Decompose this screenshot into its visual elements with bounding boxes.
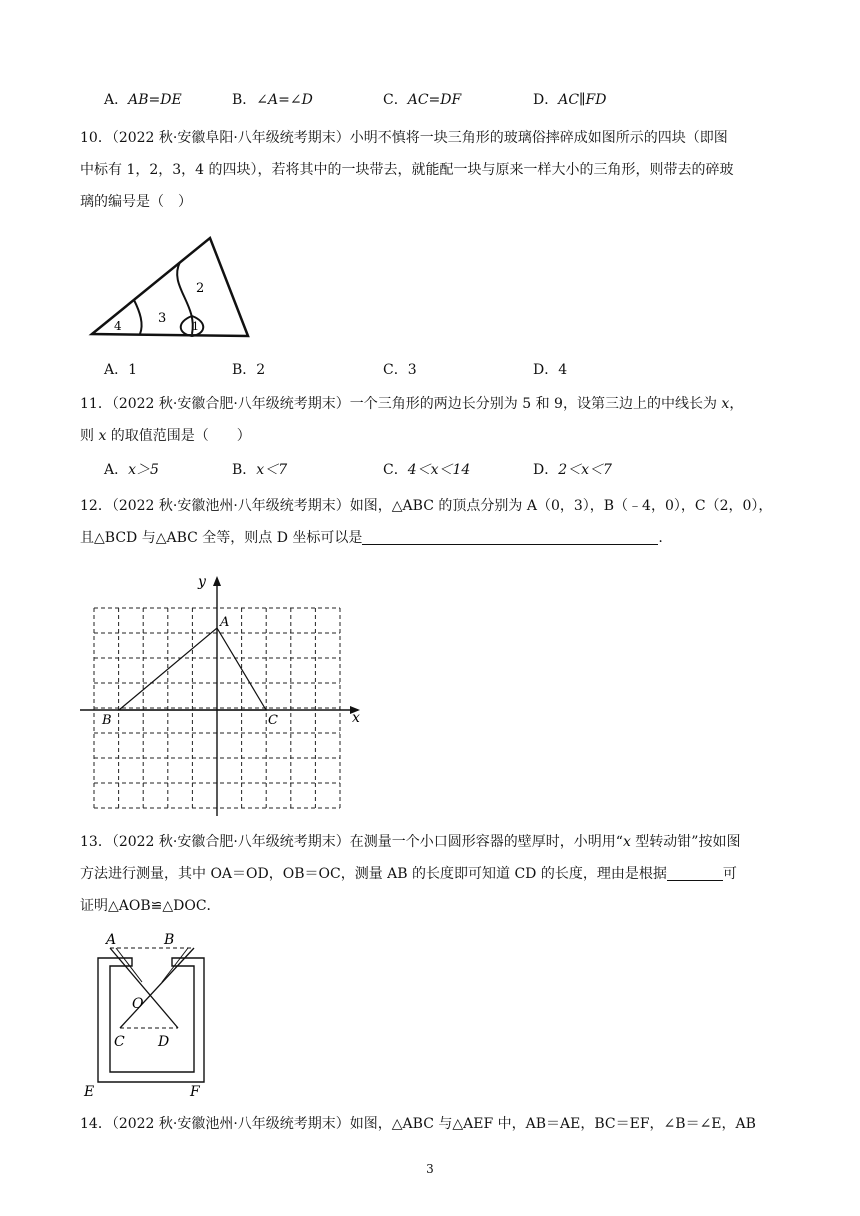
q13-label-o: O bbox=[132, 996, 144, 1012]
q11-stem-line1: 11．（2022 秋·安徽合肥·八年级统考期末）一个三角形的两边长分别为 5 和 9，设第三边上的中线长为 x， bbox=[80, 396, 744, 412]
q13-label-b: B bbox=[164, 932, 175, 948]
q12-stem-line1: 12．（2022 秋·安徽池州·八年级统考期末）如图，△ABC 的顶点分别为 A（0，3），B（﹣4，0），C（2，0）， bbox=[80, 498, 773, 514]
q13-label-d: D bbox=[158, 1034, 170, 1050]
q10-label-1: 1 bbox=[192, 320, 199, 333]
q11-option-c: C．4＜x＜14 bbox=[383, 462, 471, 478]
q10-broken-glass-figure bbox=[88, 234, 254, 342]
q12-stem-line2: 且△BCD 与△ABC 全等，则点 D 坐标可以是 . bbox=[80, 530, 663, 546]
q9-option-c: C．AC=DF bbox=[383, 92, 462, 108]
q13-stem-line1: 13．（2022 秋·安徽合肥·八年级统考期末）在测量一个小口圆形容器的壁厚时，小明用“x 型转动钳”按如图 bbox=[80, 834, 741, 850]
q10-option-a: A．1 bbox=[104, 362, 138, 378]
q13-x-caliper-figure bbox=[80, 926, 220, 1098]
q11-option-d: D．2＜x＜7 bbox=[533, 462, 612, 478]
q10-option-c: C．3 bbox=[383, 362, 417, 378]
q12-coordinate-grid-figure bbox=[78, 570, 368, 820]
q12-label-x: x bbox=[352, 710, 360, 726]
q10-stem-line3: 璃的编号是（ ） bbox=[80, 194, 192, 210]
q13-stem-line3: 证明△AOB≌△DOC． bbox=[80, 898, 221, 914]
q13-label-e: E bbox=[84, 1084, 95, 1098]
q11-option-a: A．x＞5 bbox=[104, 462, 159, 478]
q14-stem-line1: 14．（2022 秋·安徽池州·八年级统考期末）如图，△ABC 与△AEF 中，AB＝AE，BC＝EF，∠B＝∠E，AB bbox=[80, 1116, 756, 1132]
q13-label-c: C bbox=[114, 1034, 125, 1050]
q11-option-b: B．x＜7 bbox=[232, 462, 288, 478]
q13-answer-blank[interactable] bbox=[667, 866, 723, 881]
q9-option-d: D．AC∥FD bbox=[533, 92, 607, 108]
q10-option-b: B．2 bbox=[232, 362, 266, 378]
q10-label-4: 4 bbox=[114, 319, 122, 333]
q10-option-d: D．4 bbox=[533, 362, 568, 378]
q10-label-2: 2 bbox=[196, 281, 205, 296]
page-number: 3 bbox=[426, 1162, 434, 1176]
q9-option-a: A．AB=DE bbox=[104, 92, 182, 108]
q12-label-c: C bbox=[268, 713, 278, 728]
q12-label-b: B bbox=[102, 713, 112, 728]
q12-label-y: y bbox=[198, 574, 206, 590]
q13-stem-line2: 方法进行测量，其中 OA＝OD，OB＝OC，测量 AB 的长度即可知道 CD 的长度，理由是根据 可 bbox=[80, 866, 737, 882]
q13-label-f: F bbox=[190, 1084, 200, 1098]
q13-label-a: A bbox=[106, 932, 117, 948]
q11-stem-line2: 则 x 的取值范围是（ ） bbox=[80, 428, 251, 444]
q10-stem-line1: 10．（2022 秋·安徽阜阳·八年级统考期末）小明不慎将一块三角形的玻璃俗摔碎成如图所示的四块（即图 bbox=[80, 130, 728, 146]
q9-option-b: B．∠A=∠D bbox=[232, 92, 313, 108]
q10-stem-line2: 中标有 1，2，3，4 的四块），若将其中的一块带去，就能配一块与原来一样大小的三角形，则带去的碎玻 bbox=[80, 162, 734, 178]
q12-label-a: A bbox=[220, 615, 230, 630]
q12-answer-blank[interactable] bbox=[362, 530, 658, 545]
q10-label-3: 3 bbox=[158, 311, 167, 326]
